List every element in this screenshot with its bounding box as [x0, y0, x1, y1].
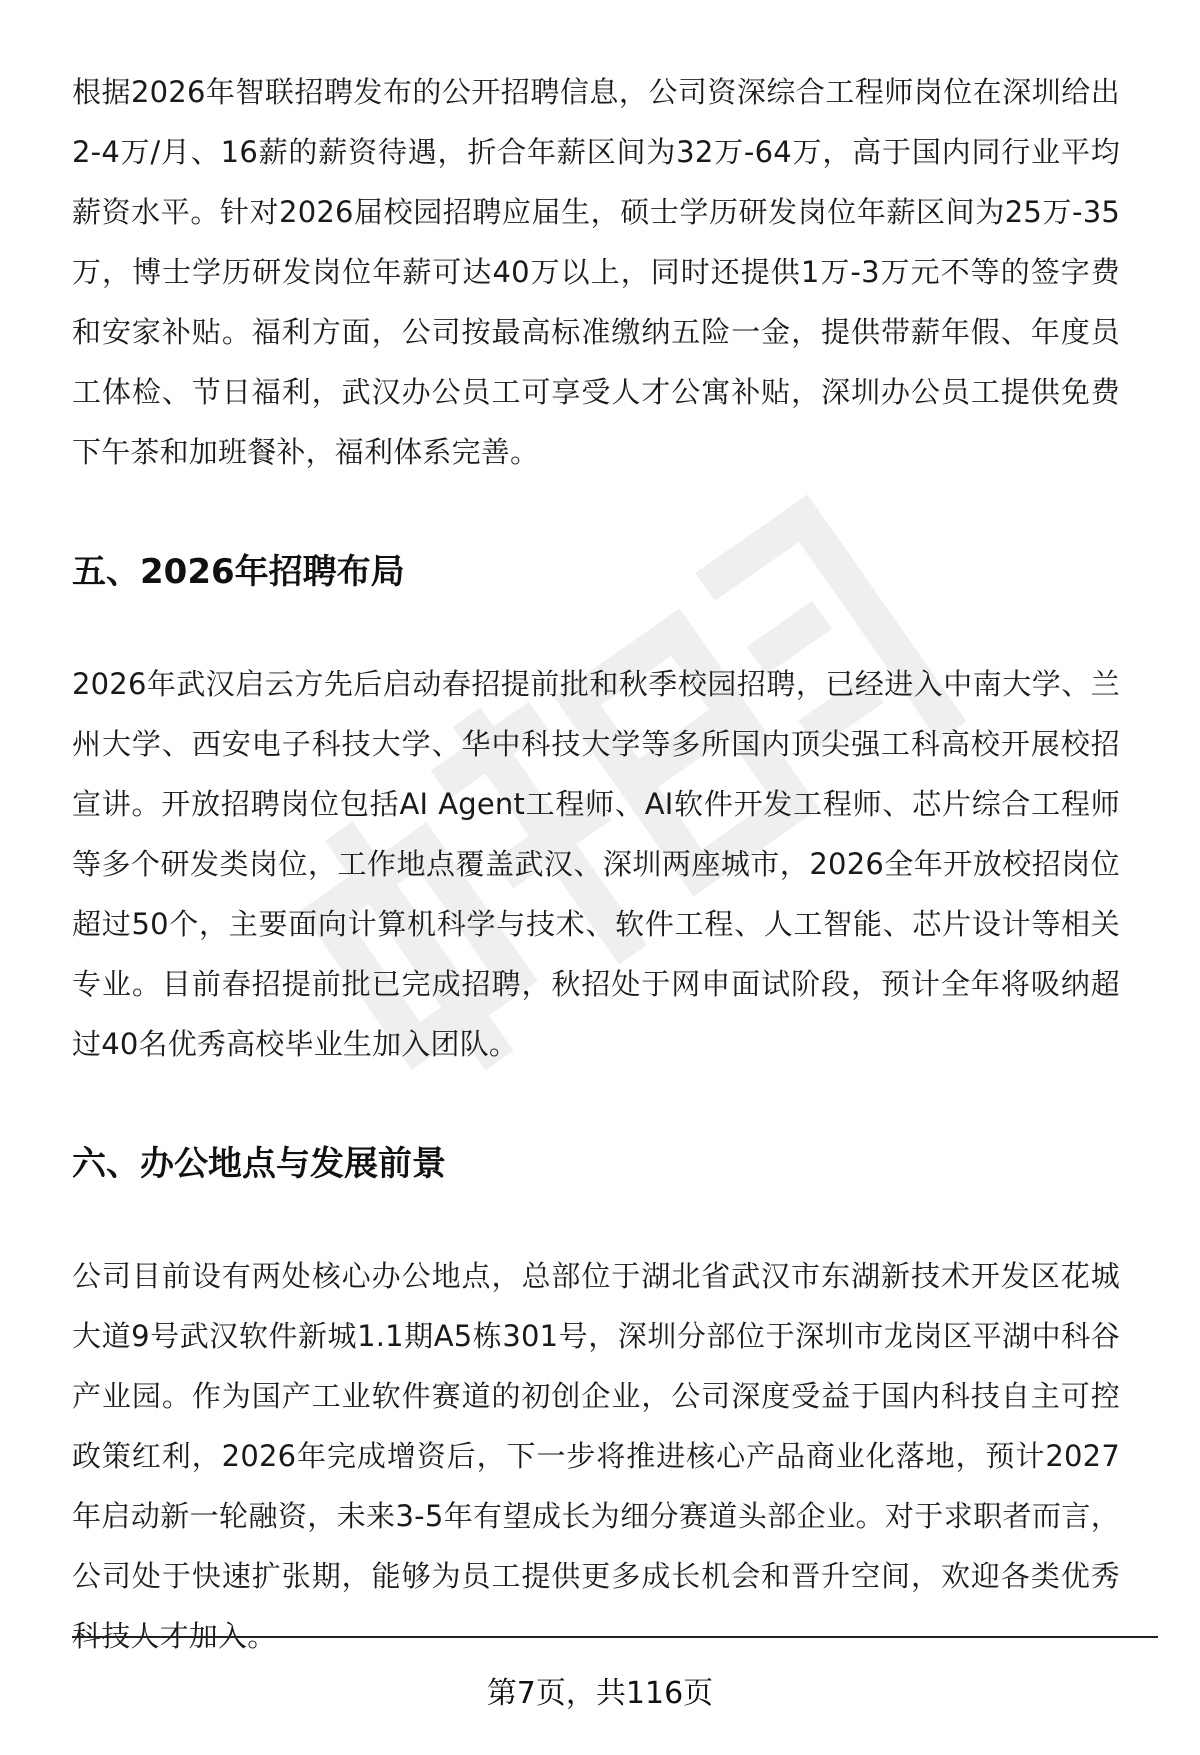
- section-6-paragraph: 公司目前设有两处核心办公地点，总部位于湖北省武汉市东湖新技术开发区花城大道9号武汉软件新城1.1期A5栋301号，深圳分部位于深圳市龙岗区平湖中科谷产业园。作为国产工业软件赛道的初创企业，公司深度受益于国内科技自主可控政策红利，2026年完成增资后，下一步将推进核心产品商业化落地，预计2027年启动新一轮融资，未来3-5年有望成长为细分赛道头部企业。对于求职者而言，公司处于快速扩张期，能够为员工提供更多成长机会和晋升空间，欢迎各类优秀科技人才加入。: [72, 1259, 1120, 1653]
- section-5-paragraph: 2026年武汉启云方先后启动春招提前批和秋季校园招聘，已经进入中南大学、兰州大学、西安电子科技大学、华中科技大学等多所国内顶尖强工科高校开展校招宣讲。开放招聘岗位包括AI Agent工程师、AI软件开发工程师、芯片综合工程师等多个研发类岗位，工作地点覆盖武汉、深圳两座城市，2026全年开放校招岗位超过50个，主要面向计算机科学与技术、软件工程、人工智能、芯片设计等相关专业。目前春招提前批已完成招聘，秋招处于网申面试阶段，预计全年将吸纳超过40名优秀高校毕业生加入团队。: [72, 667, 1120, 1061]
- section-6-heading: 六、办公地点与发展前景: [72, 1144, 446, 1184]
- page-number: 第7页，共116页: [486, 1676, 714, 1711]
- section-5-heading: 五、2026年招聘布局: [72, 552, 405, 592]
- footer-divider: [72, 1636, 1158, 1638]
- intro-paragraph: 根据2026年智联招聘发布的公开招聘信息，公司资深综合工程师岗位在深圳给出2-4万/月、16薪的薪资待遇，折合年薪区间为32万-64万，高于国内同行业平均薪资水平。针对2026届校园招聘应届生，硕士学历研发岗位年薪区间为25万-35万，博士学历研发岗位年薪可达40万以上，同时还提供1万-3万元不等的签字费和安家补贴。福利方面，公司按最高标准缴纳五险一金，提供带薪年假、年度员工体检、节日福利，武汉办公员工可享受人才公寓补贴，深圳办公员工提供免费下午茶和加班餐补，福利体系完善。: [72, 75, 1120, 469]
- page-content: [72, 62, 1120, 1666]
